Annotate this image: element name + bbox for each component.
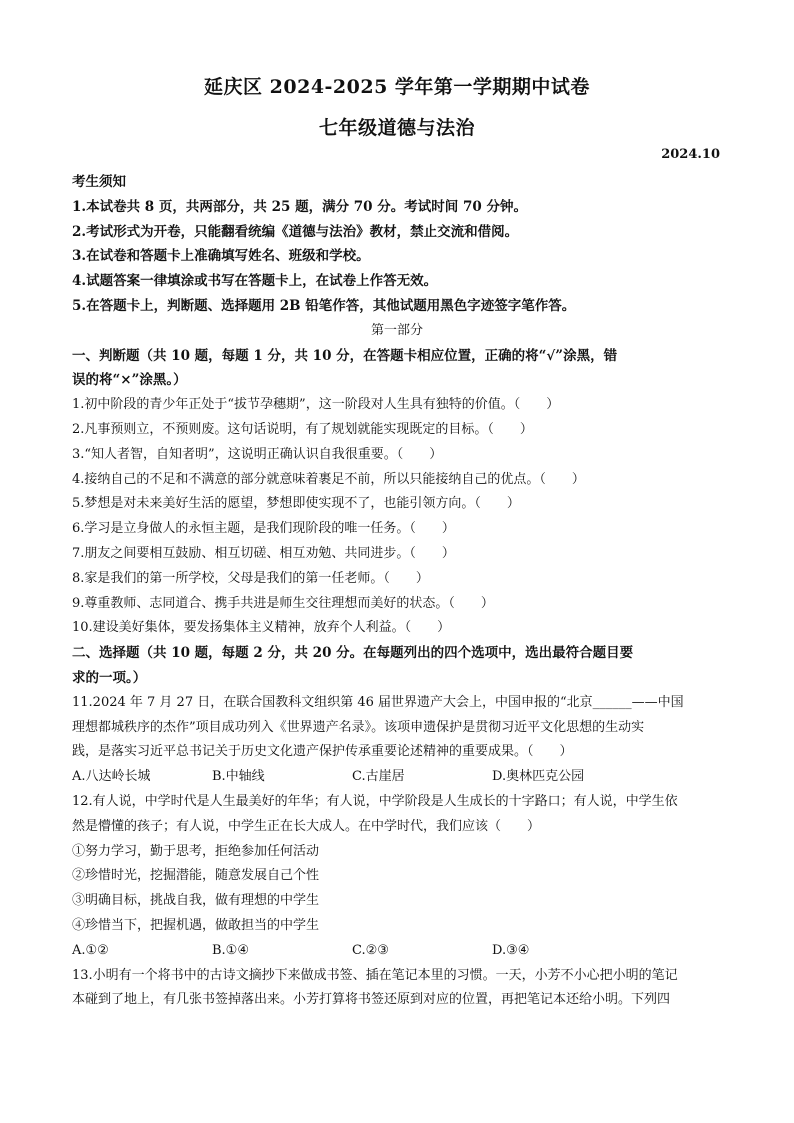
question-statement: ②珍惜时光，挖掘潜能，随意发展自己个性: [72, 868, 320, 884]
question-item: 2.凡事预则立，不预则废。这句话说明，有了规划就能实现既定的目标。（ ）: [72, 421, 533, 437]
option-c: C.古崖居: [352, 769, 405, 785]
exam-subject: 七年级道德与法治: [318, 117, 475, 139]
question-item: 3.“知人者智，自知者明”，这说明正确认识自我很重要。（ ）: [72, 446, 443, 462]
options-row: [72, 939, 722, 964]
question-12: [72, 790, 722, 964]
section-heading: 求的一项。）: [72, 669, 147, 686]
question-item: 10.建设美好集体，要发扬集体主义精神，放弃个人利益。（ ）: [72, 620, 451, 636]
question-statement: ③明确目标，挑战自我，做有理想的中学生: [72, 893, 320, 909]
exam-content: [72, 170, 722, 1013]
question-line: 本碰到了地上，有几张书签掉落出来。小芳打算将书签还原到对应的位置，再把笔记本还给小明。下列四: [72, 992, 671, 1008]
notice-block: [72, 170, 722, 319]
question-statement: ①努力学习，勤于思考，拒绝参加任何活动: [72, 843, 320, 859]
notice-item: 1.本试卷共 8 页，共两部分，共 25 题，满分 70 分。考试时间 70 分钟。: [72, 198, 527, 215]
exam-date: 2024.10: [661, 147, 720, 162]
question-item: 8.家是我们的第一所学校，父母是我们的第一任老师。（ ）: [72, 570, 429, 586]
section-multiple-choice: [72, 641, 722, 1013]
question-line: 11.2024 年 7 月 27 日，在联合国教科文组织第 46 届世界遗产大会上，中国申报的“北京______——中国: [72, 694, 684, 710]
option-b: B.中轴线: [212, 769, 265, 785]
option-a: A.八达岭长城: [72, 769, 151, 785]
section-true-false: [72, 344, 722, 642]
question-11: [72, 691, 722, 790]
section-heading: 误的将“×”涂黑。）: [72, 372, 187, 389]
option-a: A.①②: [72, 942, 109, 958]
question-item: 1.初中阶段的青少年正处于“拔节孕穗期”，这一阶段对人生具有独特的价值。（ ）: [72, 397, 560, 413]
question-line: 13.小明有一个将书中的古诗文摘抄下来做成书签、插在笔记本里的习惯。一天，小芳不小心把小明的笔记: [72, 967, 678, 983]
exam-title: 延庆区 2024-2025 学年第一学期期中试卷: [204, 76, 590, 98]
option-c: C.②③: [352, 942, 389, 958]
option-d: D.③④: [492, 942, 530, 958]
part-label: 第一部分: [370, 322, 423, 338]
question-item: 5.梦想是对未来美好生活的愿望，梦想即使实现不了，也能引领方向。（ ）: [72, 496, 520, 512]
question-item: 6.学习是立身做人的永恒主题，是我们现阶段的唯一任务。（ ）: [72, 521, 455, 537]
notice-heading: 考生须知: [72, 174, 126, 190]
section-heading: 二、选择题（共 10 题，每题 2 分，共 20 分。在每题列出的四个选项中，选出最符合题目要: [72, 645, 634, 662]
notice-item: 2.考试形式为开卷，只能翻看统编《道德与法治》教材，禁止交流和借阅。: [72, 223, 519, 240]
question-item: 9.尊重教师、志同道合、携手共进是师生交往理想而美好的状态。（ ）: [72, 595, 494, 611]
question-line: 然是懵懂的孩子；有人说，中学生正在长大成人。在中学时代，我们应该（ ）: [72, 818, 541, 834]
option-b: B.①④: [212, 942, 249, 958]
options-row: [72, 765, 722, 790]
question-statement: ④珍惜当下，把握机遇，做敢担当的中学生: [72, 917, 320, 933]
question-13: [72, 964, 722, 1014]
section-heading: 一、判断题（共 10 题，每题 1 分，共 10 分，在答题卡相应位置，正确的将“√”涂黑，错: [72, 347, 618, 364]
question-line: 理想都城秩序的杰作”项目成功列入《世界遗产名录》。该项申遗保护是贯彻习近平文化思想的生动实: [72, 719, 645, 735]
question-line: 12.有人说，中学时代是人生最美好的年华；有人说，中学阶段是人生成长的十字路口；有人说，中学生依: [72, 793, 678, 809]
option-d: D.奥林匹克公园: [492, 769, 585, 785]
question-item: 4.接纳自己的不足和不满意的部分就意味着裹足不前，所以只能接纳自己的优点。（ ）: [72, 471, 585, 487]
notice-item: 3.在试卷和答题卡上准确填写姓名、班级和学校。: [72, 248, 370, 265]
notice-item: 5.在答题卡上，判断题、选择题用 2B 铅笔作答，其他试题用黑色字迹签字笔作答。: [72, 297, 576, 314]
notice-item: 4.试题答案一律填涂或书写在答题卡上，在试卷上作答无效。: [72, 273, 438, 290]
question-item: 7.朋友之间要相互鼓励、相互切磋、相互劝勉、共同进步。（ ）: [72, 545, 455, 561]
question-line: 践，是落实习近平总书记关于历史文化遗产保护传承重要论述精神的重要成果。（ ）: [72, 744, 573, 760]
